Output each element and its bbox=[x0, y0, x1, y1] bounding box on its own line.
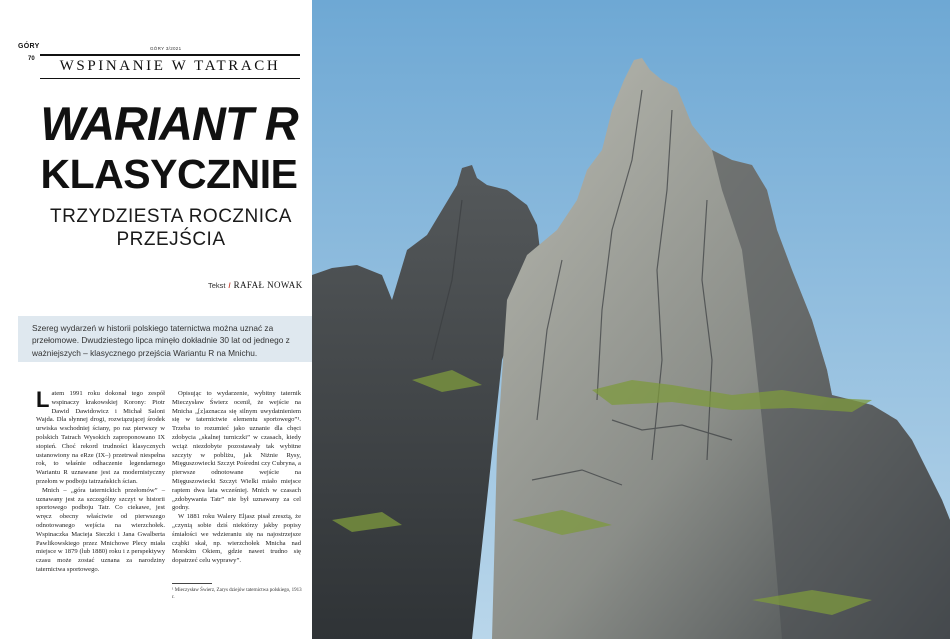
footnote-rule bbox=[172, 583, 212, 584]
body-paragraph: Opisując to wydarzenie, wybitny taternik Mieczysław Świerz ocenił, że wejście na Mnicha „[z]aznacza się silnym uwydatnieniem się w taternictwie elementu sportowego”¹. Trzeba to rozumieć jako uznanie dla chęci zdobycia „skalnej turniczki” w czasach, kiedy wciąż niezdobyte pozostawały tak wybitne szczyty w pobliżu, jak Niżnie Rysy, Mięguszowiecki Szczyt Pośredni czy Cubryna, a pierwsze odnotowane wejście na Mięguszowiecki Szczyt Wielki miało miejsce raptem dwa lata wcześniej. Mnich w czasach „zdobywania Tatr” nie był uznawany za cel godny. bbox=[172, 390, 301, 512]
article-subtitle bbox=[40, 205, 302, 251]
right-page bbox=[312, 0, 950, 639]
byline-label: Tekst bbox=[208, 281, 226, 290]
slash-mark: / bbox=[228, 281, 231, 290]
kicker-rule bbox=[40, 78, 300, 79]
body-column-1 bbox=[36, 387, 165, 575]
body-paragraph bbox=[36, 387, 165, 487]
mountain-photo bbox=[312, 0, 950, 639]
left-page bbox=[0, 0, 312, 639]
subtitle-line1: TRZYDZIESTA ROCZNICA bbox=[50, 206, 292, 227]
drop-cap: L bbox=[36, 387, 50, 412]
byline bbox=[208, 280, 303, 290]
subtitle-line2: PRZEJŚCIA bbox=[116, 229, 226, 250]
article-title-line2: KLASYCZNIE bbox=[40, 151, 298, 197]
lead-box bbox=[18, 316, 312, 362]
body-paragraph: W 1881 roku Walery Eljasz pisał zresztą, że „czynią sobie dziś niektórzy jakby popisy śmiałości we wdzieraniu się na najostrzejsze cząbki skał, np. wierzchołek Mnicha nad Morskim Okiem, gdzie nawet trudno się dopatrzeć celu wyprawy”. bbox=[172, 513, 301, 565]
section-kicker: WSPINANIE W TATRACH bbox=[59, 58, 281, 74]
body-column-2 bbox=[172, 390, 301, 566]
body-paragraph: Mnich – „góra taternickich przełomów” – uznawany jest za szczególny szczyt w historii sportowego podboju Tatr. Co ciekawe, jest wręcz obecny właściwie od pierwszego odnotowanego wejścia na wierzchołek. Wspinaczka Macieja Sieczki i Jana Gwalberta Pawlikowskiego przez Mnichowe Plecy miała miejsce w 1879 (lub 1880) roku i z perspektywy czasu może zostać uznana za narodziny taternictwa sportowego. bbox=[36, 486, 165, 573]
section-label: GÓRY bbox=[18, 43, 40, 50]
footnote: ¹ Mieczysław Świerz, Zarys dziejów taternictwa polskiego, 1913 r. bbox=[172, 588, 302, 600]
paragraph-text: atem 1991 roku dokonał tego zespół wspinaczy krakowskiej Korony: Piotr Dawid Dawidowicz i Michał Saloni Wajda. Dla słynnej drogi, rozwiązującej środek urwiska wschodniej ściany, po raz pierwszy w polskich Tatrach Wysokich zaproponowano IX stopień. Choć rekord trudności klasycznych ustanowiony na eRze (IX–) przetrwał niespełna rok, to właśnie odhaczenie legendarnego Wariantu R uznawane jest za modernistyczny przełom w podboju tatrzańskich ścian. bbox=[36, 390, 165, 485]
article-title-line1: WARIANT R bbox=[40, 97, 298, 150]
byline-author: RAFAŁ NOWAK bbox=[233, 280, 303, 290]
page-number: 70 bbox=[28, 56, 35, 62]
lead-text: Szereg wydarzeń w historii polskiego taternictwa można uznać za przełomowe. Dwudziestego lipca minęło dokładnie 30 lat od jednego z ważniejszych – klasycznego przejścia Wariantu R na Mnichu. bbox=[32, 323, 290, 358]
issue-label: GÓRY 3/2021 bbox=[150, 46, 182, 51]
top-rule bbox=[40, 54, 300, 56]
